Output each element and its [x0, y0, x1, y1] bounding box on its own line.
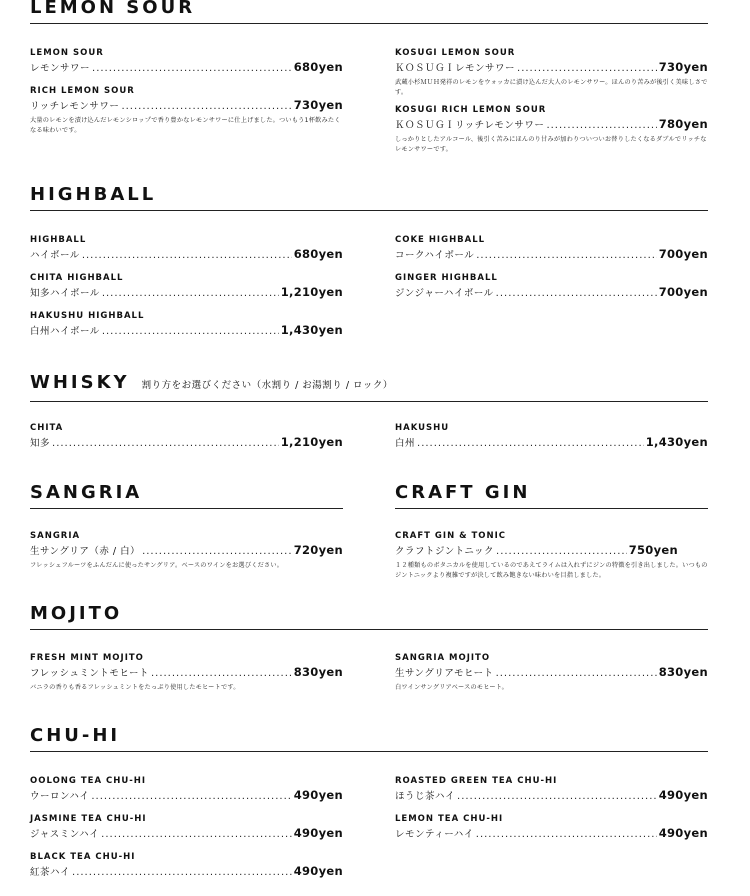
menu-item-highball [30, 235, 343, 263]
section-divider [30, 508, 343, 509]
item-name-jp: 生サングリア（赤 / 白） [30, 546, 141, 557]
menu-item-fresh-mint-mojito [30, 653, 343, 693]
section-divider [30, 23, 708, 24]
section-title: MOJITO [30, 603, 123, 624]
item-name-jp: 白州 [395, 438, 416, 449]
item-name-en: OOLONG TEA CHU-HI [30, 776, 147, 786]
dot-leader [121, 99, 291, 114]
item-price: 730yen [293, 98, 343, 112]
item-description: １２種類ものボタニカルを使用しているのであえてライムは入れずにジンの特徴を引き出しました。いつものジントニックより複雑ですが決して飲み飽きない味わいを目指しました。 [395, 562, 708, 579]
dot-leader [546, 118, 656, 133]
item-name-en: ROASTED GREEN TEA CHU-HI [395, 776, 558, 786]
section-divider [30, 629, 708, 630]
item-name-en: KOSUGI LEMON SOUR [395, 48, 516, 58]
item-price: 1,430yen [280, 323, 343, 337]
menu-item-coke-highball [395, 235, 708, 263]
dot-leader [476, 827, 657, 842]
section-title: LEMON SOUR [30, 0, 196, 18]
menu-item-chita [30, 423, 343, 451]
item-name-jp: ウーロンハイ [30, 791, 90, 802]
item-price: 720yen [293, 543, 343, 557]
section-title: HIGHBALL [30, 184, 157, 205]
item-name-jp: ジャスミンハイ [30, 829, 100, 840]
section-lemon-sour [30, 0, 708, 24]
item-price: 490yen [658, 788, 708, 802]
dot-leader [91, 789, 291, 804]
item-name-en: JASMINE TEA CHU-HI [30, 814, 147, 824]
section-note: 割り方をお選びください（水割り / お湯割り / ロック） [141, 380, 393, 391]
section-chuhi [30, 725, 708, 752]
section-divider [30, 401, 708, 402]
menu-item-lemon-tea-chuhi [395, 814, 708, 842]
dot-leader [101, 827, 292, 842]
item-price: 830yen [293, 665, 343, 679]
item-price: 780yen [658, 117, 708, 131]
item-name-en: BLACK TEA CHU-HI [30, 852, 136, 862]
item-name-en: COKE HIGHBALL [395, 235, 486, 245]
item-description: しっかりとしたアルコール、後引く苦みにほんのり甘みが加わりついついお替りしたくなるダブルでリッチなレモンサワーです。 [395, 136, 707, 153]
section-title: CRAFT GIN [395, 482, 531, 503]
section-title: CHU-HI [30, 725, 121, 746]
menu-item-roasted-green-tea-chuhi [395, 776, 708, 804]
item-name-jp: ＫＯＳＵＧＩレモンサワー [395, 63, 516, 74]
dot-leader [417, 436, 644, 451]
item-name-en: HIGHBALL [30, 235, 87, 245]
item-name-en: GINGER HIGHBALL [395, 273, 498, 283]
menu-item-hakushu [395, 423, 708, 451]
menu-item-sangria-mojito [395, 653, 708, 693]
item-name-en: LEMON TEA CHU-HI [395, 814, 504, 824]
item-description: バニラの香りも香るフレッシュミントをたっぷり使用したモヒートです。 [30, 684, 240, 691]
item-name-en: HAKUSHU [395, 423, 450, 433]
item-name-en: SANGRIA MOJITO [395, 653, 491, 663]
item-name-jp: コークハイボール [395, 250, 475, 261]
section-highball [30, 184, 708, 211]
item-name-en: FRESH MINT MOJITO [30, 653, 144, 663]
item-name-en: LEMON SOUR [30, 48, 104, 58]
item-description: 武蔵小杉ＭＵＨ発祥のレモンをウォッカに漬け込んだ大人のレモンサワー。ほんのり苦みが後引く美味しさです。 [395, 79, 708, 96]
item-price: 490yen [658, 826, 708, 840]
dot-leader [476, 248, 656, 263]
item-name-jp: レモンサワー [30, 63, 91, 74]
menu-item-lemon-sour [30, 48, 343, 76]
dot-leader [517, 61, 657, 76]
menu-item-kosugi-rich-lemon-sour [395, 105, 708, 154]
item-description: フレッシュフルーツをふんだんに使ったサングリア。ベースのワインをお選びください。 [30, 562, 284, 569]
menu-item-sangria [30, 531, 343, 571]
menu-item-jasmine-tea-chuhi [30, 814, 343, 842]
dot-leader [496, 286, 657, 301]
item-price: 490yen [293, 826, 343, 840]
item-name-jp: ほうじ茶ハイ [395, 791, 456, 802]
dot-leader [151, 666, 292, 681]
menu-item-rich-lemon-sour [30, 86, 343, 135]
item-price: 750yen [628, 543, 678, 557]
dot-leader [102, 286, 279, 301]
menu-item-chita-highball [30, 273, 343, 301]
item-name-en: HAKUSHU HIGHBALL [30, 311, 145, 321]
dot-leader [92, 61, 292, 76]
item-name-jp: フレッシュミントモヒート [30, 668, 149, 679]
section-craft-gin [395, 482, 708, 509]
item-name-jp: 知多ハイボール [30, 288, 100, 299]
item-price: 680yen [293, 247, 343, 261]
section-title: SANGRIA [30, 482, 143, 503]
menu-item-kosugi-lemon-sour [395, 48, 708, 97]
item-description: 大量のレモンを漬け込んだレモンシロップで香り豊かなレモンサワーに仕上げました。ついもう1杯飲みたくなる味わいです。 [30, 117, 341, 134]
section-whisky [30, 372, 708, 402]
item-name-jp: ハイボール [30, 250, 80, 261]
item-price: 1,210yen [280, 285, 343, 299]
item-name-jp: 紅茶ハイ [30, 867, 71, 878]
section-divider [30, 751, 708, 752]
item-name-jp: 知多 [30, 438, 51, 449]
item-description: 白ワインサングリアベースのモヒート。 [395, 684, 508, 691]
item-name-jp: ＫＯＳＵＧＩリッチレモンサワー [395, 120, 545, 131]
item-name-en: CRAFT GIN & TONIC [395, 531, 507, 541]
item-name-jp: クラフトジントニック [395, 546, 495, 557]
item-name-en: CHITA [30, 423, 64, 433]
item-price: 1,430yen [645, 435, 708, 449]
dot-leader [496, 666, 657, 681]
dot-leader [82, 248, 292, 263]
dot-leader [102, 324, 279, 339]
menu-item-black-tea-chuhi [30, 852, 343, 880]
item-price: 730yen [658, 60, 708, 74]
item-name-en: RICH LEMON SOUR [30, 86, 135, 96]
item-name-jp: レモンティーハイ [395, 829, 474, 840]
item-price: 830yen [658, 665, 708, 679]
dot-leader [52, 436, 279, 451]
item-name-jp: 白州ハイボール [30, 326, 100, 337]
menu-item-oolong-tea-chuhi [30, 776, 343, 804]
dot-leader [72, 865, 292, 880]
item-price: 490yen [293, 788, 343, 802]
section-title: WHISKY [30, 372, 130, 393]
section-divider [395, 508, 708, 509]
item-price: 490yen [293, 864, 343, 878]
item-name-jp: リッチレモンサワー [30, 101, 120, 112]
section-divider [30, 210, 708, 211]
item-name-en: SANGRIA [30, 531, 81, 541]
item-price: 700yen [658, 247, 708, 261]
item-name-en: KOSUGI RICH LEMON SOUR [395, 105, 547, 115]
dot-leader [457, 789, 657, 804]
menu-item-craft-gin-tonic [395, 531, 708, 580]
section-mojito [30, 603, 708, 630]
section-sangria [30, 482, 343, 509]
item-price: 700yen [658, 285, 708, 299]
item-name-jp: ジンジャーハイボール [395, 288, 494, 299]
dot-leader [496, 544, 627, 559]
item-price: 1,210yen [280, 435, 343, 449]
dot-leader [142, 544, 292, 559]
item-price: 680yen [293, 60, 343, 74]
menu-item-hakushu-highball [30, 311, 343, 339]
menu-item-ginger-highball [395, 273, 708, 301]
item-name-en: CHITA HIGHBALL [30, 273, 124, 283]
item-name-jp: 生サングリアモヒート [395, 668, 494, 679]
